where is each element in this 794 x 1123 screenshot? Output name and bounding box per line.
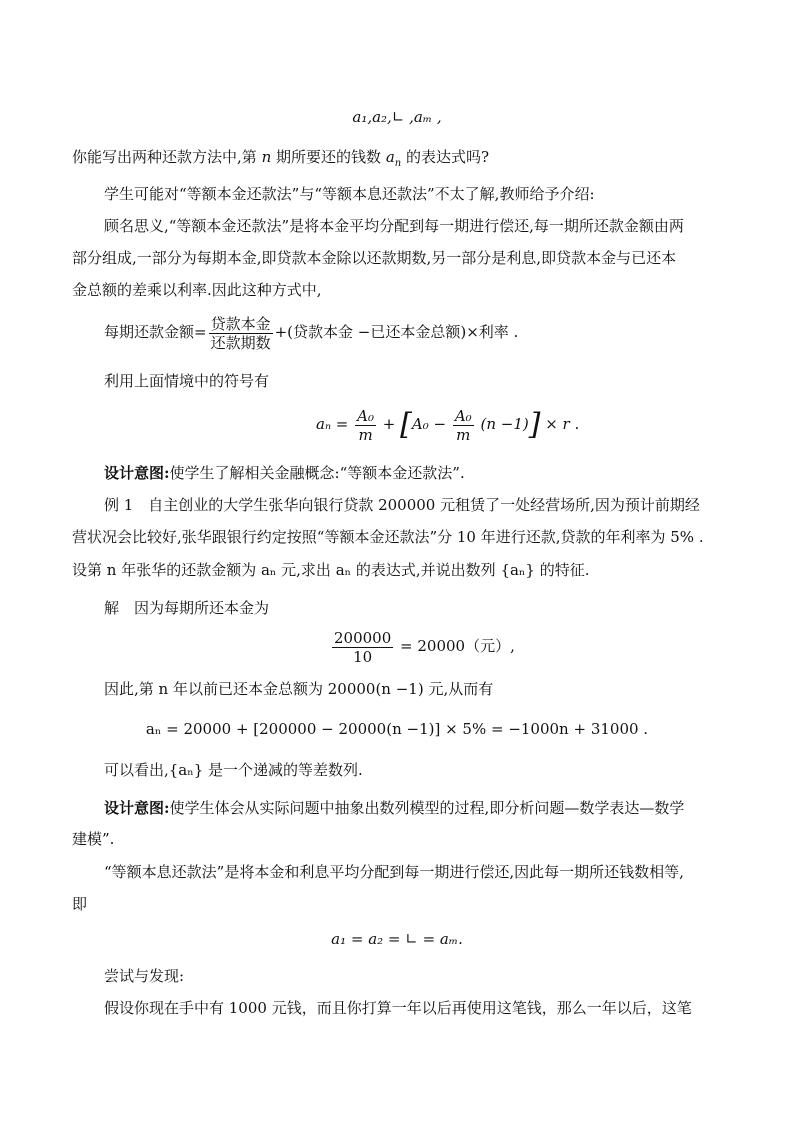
fraction-numerator: 贷款本金 xyxy=(210,314,271,333)
formula-plus: + xyxy=(382,415,396,433)
paragraph-definition-2: 部分组成,一部分为每期本金,即贷款本金除以还款期数,另一部分是利息,即贷款本金与已还本 xyxy=(72,249,677,267)
paragraph-equal-installment-2: 即 xyxy=(72,895,88,913)
design-intent-2-cont: 建模”. xyxy=(72,830,115,848)
example-1-line-3: 设第 n 年张华的还款金额为 aₙ 元,求出 aₙ 的表达式,并说出数列 {aₙ} 的特征. xyxy=(72,561,590,579)
example-1-line-2: 营状况会比较好,张华跟银行约定按照“等额本金还款法”分 10 年进行还款,贷款的年利率为 5% . xyxy=(72,528,704,546)
fraction-denominator: 还款期数 xyxy=(210,333,271,352)
paragraph-intro: 学生可能对“等额本金还款法”与“等额本息还款法”不太了解,教师给予介绍: xyxy=(104,185,595,203)
formula-rhs: +(贷款本金 −已还本金总额)×利率 . xyxy=(274,323,519,341)
formula-result: = 20000（元）, xyxy=(400,637,515,655)
paragraph-equal-installment-1: “等额本息还款法”是将本金和利息平均分配到每一期进行偿还,因此每一期所还钱数相等, xyxy=(104,863,684,881)
paragraph-symbols: 利用上面情境中的符号有 xyxy=(104,372,270,390)
question-text-c: 的表达式吗? xyxy=(406,148,490,166)
right-bracket: ] xyxy=(528,407,541,442)
question-text-b: 期所要还的钱数 xyxy=(276,148,382,166)
fraction-denominator: m xyxy=(456,425,471,444)
design-intent-1 xyxy=(104,462,465,484)
formula-an-general xyxy=(316,402,579,446)
left-bracket: [ xyxy=(400,407,412,442)
var-n: n xyxy=(261,148,272,166)
fraction-a0-m-inner xyxy=(453,407,474,444)
fraction-a0-m xyxy=(355,407,376,444)
var-a: a xyxy=(385,148,395,166)
example-1-line-1: 例 1 自主创业的大学生张华向银行贷款 200000 元租赁了一处经营场所,因为预计前期经 xyxy=(104,496,700,514)
var-a-subscript: n xyxy=(394,158,402,169)
formula-inner-b: (n −1) xyxy=(480,415,529,433)
design-intent-label: 设计意图: xyxy=(104,799,170,817)
fraction-numerator: A₀ xyxy=(357,406,374,425)
formula-principal-per-period xyxy=(330,626,515,666)
fraction-200000-10 xyxy=(332,629,393,666)
paragraph-definition-1: 顾名思义,“等额本金还款法”是将本金平均分配到每一期进行偿还,每一期所还款金额由两 xyxy=(104,217,684,235)
formula-lhs: 每期还款金额= xyxy=(104,323,207,341)
formula-payment-words xyxy=(104,312,518,352)
sequence-line: a₁,a₂,∟ ,aₘ , xyxy=(352,108,442,126)
design-intent-text: 使学生了解相关金融概念:“等额本金还款法”. xyxy=(169,464,465,482)
fraction-denominator: m xyxy=(358,425,373,444)
try-and-discover-heading: 尝试与发现: xyxy=(104,967,185,985)
paragraph-definition-3: 金总额的差乘以利率.因此这种方式中, xyxy=(72,281,322,299)
question-line xyxy=(72,146,489,175)
fraction-denominator: 10 xyxy=(353,647,373,666)
solution-conclusion: 可以看出,{aₙ} 是一个递减的等差数列. xyxy=(104,761,363,779)
solution-line-1: 解 因为每期所还本金为 xyxy=(104,599,270,617)
formula-tail: × r . xyxy=(545,415,580,433)
formula-equal-terms: a₁ = a₂ = ∟ = aₘ. xyxy=(331,930,463,948)
fraction-numerator: A₀ xyxy=(454,406,472,425)
fraction-principal-periods xyxy=(209,315,273,352)
fraction-numerator: 200000 xyxy=(334,628,392,647)
question-text-a: 你能写出两种还款方法中,第 xyxy=(72,148,257,166)
formula-an-lhs: aₙ = xyxy=(316,415,349,433)
solution-line-2: 因此,第 n 年以前已还本金总额为 20000(n −1) 元,从而有 xyxy=(104,680,494,698)
design-intent-text: 使学生体会从实际问题中抽象出数列模型的过程,即分析问题—数学表达—数学 xyxy=(169,799,685,817)
design-intent-2 xyxy=(104,797,684,819)
try-and-discover-text: 假设你现在手中有 1000 元钱，而且你打算一年以后再使用这笔钱，那么一年以后，这笔 xyxy=(104,999,692,1017)
formula-an-solution: aₙ = 20000 + [200000 − 20000(n −1)] × 5% = −1000n + 31000 . xyxy=(145,720,649,738)
design-intent-label: 设计意图: xyxy=(104,464,170,482)
formula-inner-a: A₀ − xyxy=(411,415,447,433)
